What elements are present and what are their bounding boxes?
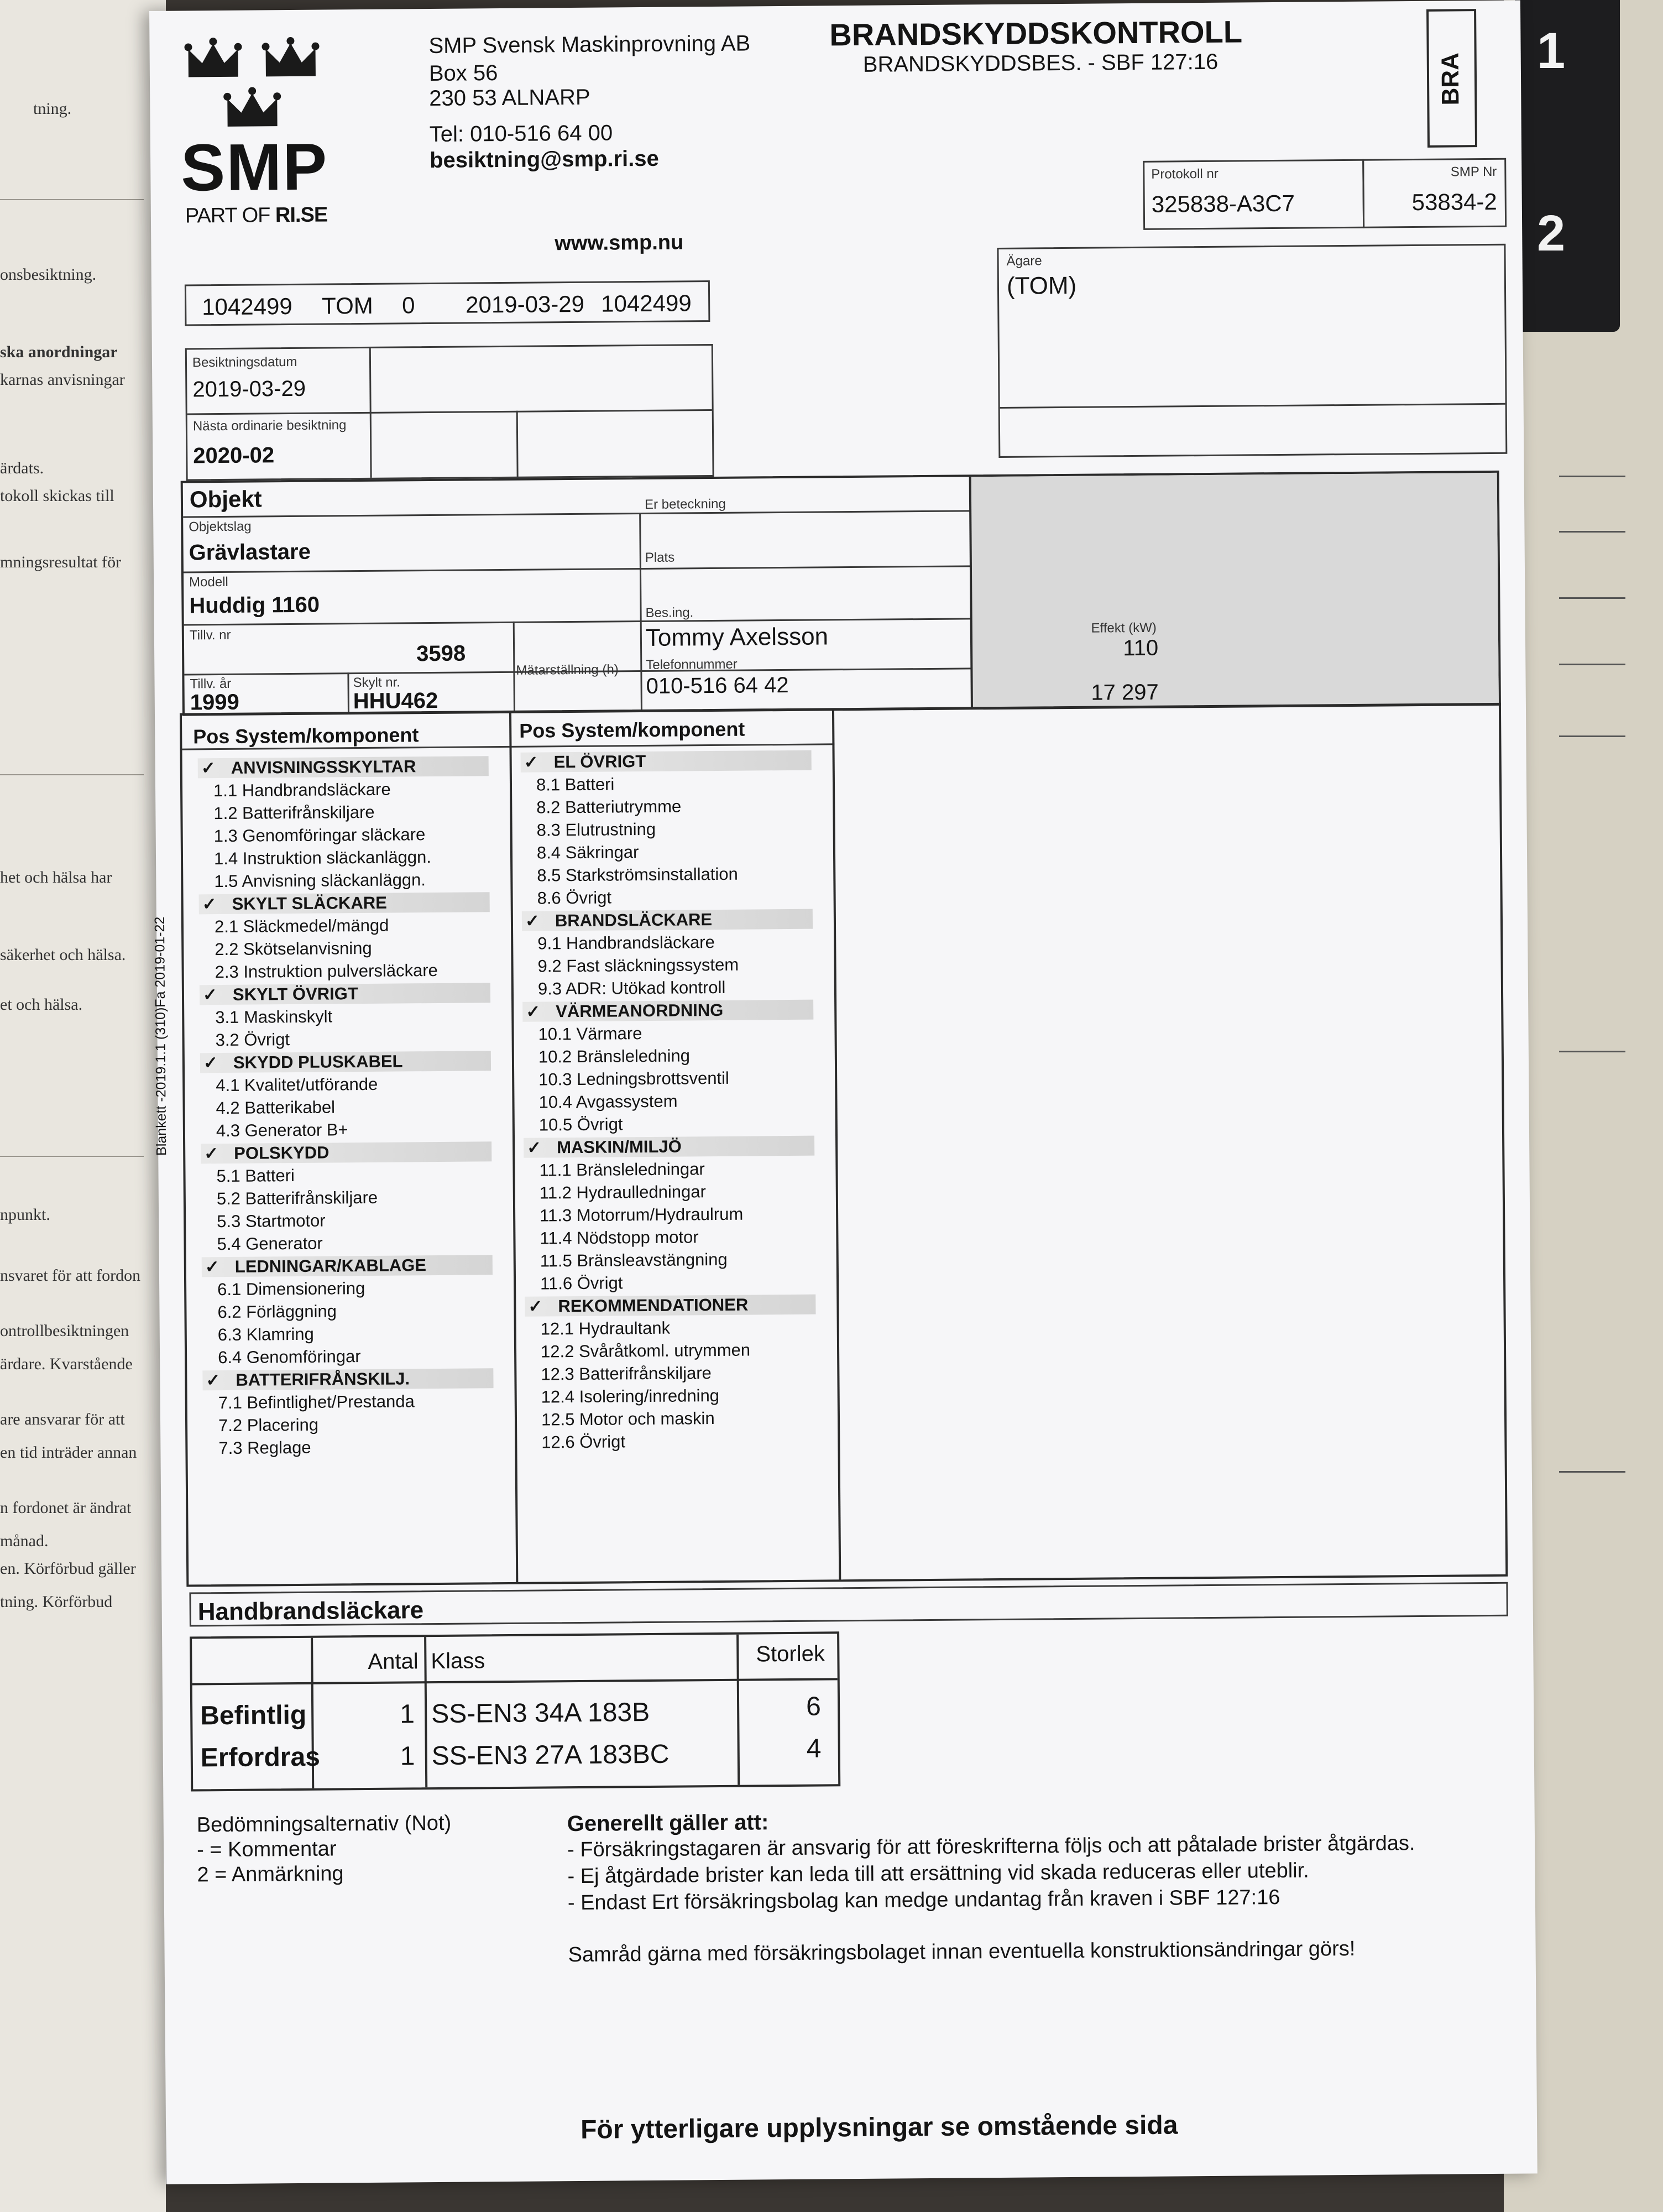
company-name: SMP Svensk Maskinprovning AB — [428, 31, 751, 59]
index-tabs — [1515, 0, 1620, 332]
inspection-form — [149, 1, 1538, 2184]
legend-title: Bedömningsalternativ (Not) — [196, 1811, 452, 1837]
checklist-item: 8.5 Starkströmsinstallation — [537, 864, 738, 885]
checklist-section-header — [199, 892, 490, 914]
owner-divider — [1000, 403, 1505, 409]
book-rule — [0, 774, 144, 775]
checklist-item: 10.4 Avgassystem — [538, 1091, 678, 1112]
book-text: et och hälsa. — [0, 995, 83, 1014]
checkmark-icon: ✓ — [206, 1370, 221, 1390]
col-klass: Klass — [431, 1648, 485, 1674]
object-col-line — [513, 622, 515, 713]
extinguisher-col-line — [424, 1637, 427, 1787]
reference-code: TOM — [322, 292, 373, 319]
checklist-item: 8.3 Elutrustning — [536, 819, 656, 840]
checkmark-icon: ✓ — [526, 1001, 541, 1021]
checklist-item: 5.3 Startmotor — [217, 1211, 326, 1232]
checkmark-icon: ✓ — [527, 1138, 542, 1157]
checklist-section-label: EL ÖVRIGT — [553, 751, 646, 772]
inspection-date-label: Besiktningsdatum — [192, 354, 297, 371]
checklist-item: 11.3 Motorrum/Hydraulrum — [539, 1204, 744, 1225]
checkmark-icon: ✓ — [525, 911, 540, 931]
object-col-line — [639, 513, 642, 712]
checklist-item: 1.3 Genomföringar släckare — [213, 825, 426, 846]
checklist-item: 11.6 Övrigt — [540, 1273, 623, 1293]
book-text: mningsresultat för — [0, 553, 122, 571]
book-rule — [0, 199, 144, 200]
checklist-item: 12.5 Motor och maskin — [541, 1408, 715, 1430]
side-tab-label: BRA — [1436, 53, 1465, 106]
paper-edge — [1559, 735, 1625, 737]
protocol-number-box — [1143, 159, 1364, 230]
checkmark-icon: ✓ — [524, 752, 538, 772]
checklist-item: 8.6 Övrigt — [537, 888, 612, 908]
col-storlek: Storlek — [756, 1641, 825, 1667]
row-antal-required: 1 — [400, 1741, 415, 1771]
checklist-item: 7.2 Placering — [218, 1415, 319, 1436]
checklist-item: 9.1 Handbrandsläckare — [537, 932, 715, 953]
row-storlek-required: 4 — [806, 1734, 822, 1764]
index-tab-2: 2 — [1537, 205, 1566, 262]
owner-value: (TOM) — [1006, 272, 1077, 300]
checklist-section-header — [200, 983, 490, 1005]
book-text: säkerhet och hälsa. — [0, 946, 126, 964]
extinguisher-col-line — [736, 1635, 740, 1785]
paper-edge — [1559, 597, 1625, 599]
object-shaded-area — [971, 473, 1499, 707]
model-value: Huddig 1160 — [189, 592, 320, 618]
form-version-note: Blankett -2019.1.1 (310)Fa 2019-01-22 — [151, 916, 170, 1156]
checklist-section-header — [201, 1141, 491, 1164]
row-label-required: Erfordras — [200, 1742, 321, 1773]
checkmark-icon: ✓ — [528, 1296, 543, 1316]
checklist-section — [180, 703, 1508, 1587]
next-inspection-label: Nästa ordinarie besiktning — [192, 418, 347, 434]
checklist-section-label: MASKIN/MILJÖ — [557, 1136, 682, 1157]
checklist-right-column — [521, 750, 828, 1452]
checklist-item: 1.5 Anvisning släckanläggn. — [214, 870, 426, 891]
protocol-number-value: 325838-A3C7 — [1151, 190, 1295, 217]
checkmark-icon: ✓ — [205, 1257, 219, 1277]
checklist-item: 7.3 Reglage — [218, 1437, 311, 1458]
row-storlek-existing: 6 — [806, 1692, 822, 1721]
general-line-3: - Endast Ert försäkringsbolag kan medge undantag från kraven i SBF 127:16 — [567, 1886, 1280, 1915]
checklist-item: 3.2 Övrigt — [215, 1030, 290, 1050]
paper-edge — [1559, 531, 1625, 533]
reference-zero: 0 — [402, 292, 415, 319]
object-col-line — [347, 672, 349, 714]
checkmark-icon: ✓ — [201, 758, 216, 778]
book-text: ontrollbesiktningen — [0, 1322, 129, 1340]
checklist-item: 11.2 Hydraulledningar — [539, 1182, 706, 1203]
inspection-date-value: 2019-03-29 — [192, 376, 306, 402]
next-inspection-value: 2020-02 — [193, 443, 275, 468]
checklist-item: 10.1 Värmare — [538, 1024, 642, 1044]
designation-label: Er beteckning — [644, 496, 726, 512]
checklist-header-right: Pos System/komponent — [519, 717, 745, 742]
checklist-item: 11.5 Bränsleavstängning — [540, 1249, 728, 1271]
book-text: n fordonet är ändrat — [0, 1499, 132, 1517]
object-row-line — [184, 618, 972, 625]
checklist-section-header — [202, 1368, 493, 1390]
checklist-col-line — [832, 710, 841, 1581]
dates-divider — [187, 409, 712, 415]
object-section — [181, 471, 1501, 716]
legend-line-2: 2 = Anmärkning — [197, 1862, 344, 1887]
checklist-item: 7.1 Befintlighet/Prestanda — [218, 1391, 415, 1413]
model-label: Modell — [189, 574, 228, 590]
reference-line — [185, 280, 710, 326]
checklist-section-label: SKYLT ÖVRIGT — [232, 984, 358, 1004]
book-text: ärdats. — [0, 459, 44, 477]
checklist-section-label: VÄRMEANORDNING — [556, 1000, 724, 1021]
phone-label: Telefonnummer — [646, 656, 738, 672]
company-phone: Tel: 010-516 64 00 — [429, 121, 613, 147]
checkmark-icon: ✓ — [204, 1144, 219, 1164]
general-line-2: - Ej åtgärdade brister kan leda till att ersättning vid skada reduceras eller uteblir. — [567, 1859, 1309, 1888]
checklist-item: 2.2 Skötselanvisning — [215, 938, 372, 959]
extinguisher-heading: Handbrandsläckare — [197, 1597, 424, 1626]
book-rule — [0, 1156, 144, 1157]
legend-line-1: - = Kommentar — [196, 1837, 337, 1862]
object-heading: Objekt — [189, 486, 262, 513]
checklist-section-header — [521, 750, 812, 773]
book-text: tning. — [33, 100, 72, 118]
power-label: Effekt (kW) — [1091, 620, 1157, 636]
object-row-line — [183, 510, 971, 518]
serial-number-value: 3598 — [416, 641, 466, 666]
smp-number-label: SMP Nr — [1450, 164, 1497, 180]
checklist-section-header — [522, 1000, 813, 1022]
checklist-item: 8.1 Batteri — [536, 774, 615, 795]
company-address-1: Box 56 — [428, 61, 498, 86]
extinguisher-header-line — [192, 1678, 838, 1685]
logo-text: SMP — [180, 129, 328, 205]
dates-vdivider-2 — [516, 411, 519, 480]
general-line-4: Samråd gärna med försäkringsbolaget innan eventuella konstruktionsändringar görs! — [568, 1937, 1356, 1967]
row-klass-existing: SS-EN3 34A 183B — [431, 1697, 650, 1729]
extinguisher-table — [190, 1631, 840, 1791]
plate-value: HHU462 — [353, 688, 438, 714]
checklist-item: 10.2 Bränsleledning — [538, 1046, 691, 1067]
reference-number: 1042499 — [202, 293, 292, 320]
checklist-col-line — [509, 713, 518, 1584]
checklist-section-header — [200, 1051, 491, 1073]
checklist-section-header — [522, 909, 813, 931]
checklist-item: 4.3 Generator B+ — [216, 1120, 348, 1141]
checkmark-icon: ✓ — [202, 985, 218, 1005]
logo-subtitle: PART OF RI.SE — [185, 203, 328, 228]
checklist-section-header — [202, 1255, 493, 1277]
row-label-existing: Befintlig — [200, 1700, 307, 1731]
checklist-item: 12.6 Övrigt — [541, 1432, 626, 1452]
checklist-item: 6.1 Dimensionering — [217, 1279, 365, 1300]
checkmark-icon: ✓ — [203, 1053, 218, 1073]
owner-label: Ägare — [1006, 253, 1042, 269]
checklist-section-label: SKYDD PLUSKABEL — [233, 1051, 403, 1072]
phone-value: 010-516 64 42 — [646, 672, 789, 698]
checklist-header-left: Pos System/komponent — [193, 723, 419, 748]
book-text: nsvaret för att fordon — [0, 1266, 141, 1285]
extinguisher-heading-bar — [189, 1582, 1508, 1627]
checklist-item: 11.1 Bränsleledningar — [539, 1159, 705, 1180]
checklist-section-header — [524, 1136, 814, 1158]
checklist-section-label: BATTERIFRÅNSKILJ. — [236, 1369, 410, 1390]
checklist-section-header — [525, 1295, 815, 1317]
book-text: en tid inträder annan — [0, 1443, 137, 1462]
object-row-line — [184, 565, 971, 573]
paper-edge — [1559, 664, 1625, 665]
row-klass-required: SS-EN3 27A 183BC — [431, 1739, 670, 1771]
dates-box — [185, 344, 714, 481]
side-tab-box — [1426, 9, 1477, 148]
general-title: Generellt gäller att: — [567, 1810, 769, 1837]
object-type-value: Grävlastare — [189, 539, 311, 565]
company-email: besiktning@smp.ri.se — [429, 146, 659, 173]
checklist-section-label: BRANDSLÄCKARE — [555, 910, 713, 931]
reference-date: 2019-03-29 — [466, 290, 585, 318]
meter-reading-label: Mätarställning (h) — [516, 662, 619, 678]
protocol-number-label: Protokoll nr — [1151, 166, 1219, 182]
index-tab-1: 1 — [1537, 23, 1566, 79]
book-text: het och hälsa har — [0, 868, 112, 886]
checklist-item: 1.4 Instruktion släckanläggn. — [213, 847, 432, 869]
object-type-label: Objektslag — [189, 519, 252, 535]
background-book-page — [0, 0, 166, 2212]
checklist-item: 3.1 Maskinskylt — [215, 1006, 333, 1027]
book-text: ärdare. Kvarstående — [0, 1355, 133, 1373]
checklist-item: 6.3 Klamring — [217, 1324, 314, 1345]
checklist-item: 5.1 Batteri — [216, 1166, 295, 1186]
form-title: BRANDSKYDDSKONTROLL — [829, 14, 1243, 53]
paper-edge — [1559, 1051, 1625, 1052]
book-text: onsbesiktning. — [0, 265, 97, 284]
book-text: månad. — [0, 1532, 49, 1550]
checklist-item: 2.3 Instruktion pulversläckare — [215, 960, 438, 982]
checklist-item: 1.1 Handbrandsläckare — [213, 779, 391, 801]
checklist-item: 8.4 Säkringar — [536, 842, 639, 863]
checklist-item: 6.2 Förläggning — [217, 1301, 337, 1322]
checklist-section-label: REKOMMENDATIONER — [558, 1295, 749, 1316]
book-text: karnas anvisningar — [0, 371, 125, 389]
inspector-label: Bes.ing. — [645, 605, 694, 620]
checklist-item: 5.4 Generator — [217, 1233, 323, 1254]
row-antal-existing: 1 — [399, 1699, 415, 1729]
book-text: tning. Körförbud — [0, 1593, 113, 1611]
book-text: en. Körförbud gäller — [0, 1559, 136, 1578]
checkmark-icon: ✓ — [202, 894, 217, 914]
checklist-item: 6.4 Genomföringar — [217, 1347, 361, 1368]
crowns-logo-icon — [182, 32, 349, 143]
checklist-item: 9.3 ADR: Utökad kontroll — [537, 977, 726, 999]
checklist-section-label: LEDNINGAR/KABLAGE — [234, 1255, 427, 1276]
checklist-item: 4.1 Kvalitet/utförande — [216, 1074, 378, 1095]
checklist-section-label: ANVISNINGSSKYLTAR — [231, 757, 416, 778]
footer-note: För ytterligare upplysningar se omstående sida — [580, 2110, 1178, 2145]
checklist-item: 5.2 Batterifrånskiljare — [216, 1187, 378, 1209]
checklist-section-label: SKYLT SLÄCKARE — [232, 893, 387, 914]
checklist-item: 12.1 Hydraultank — [540, 1318, 671, 1339]
checklist-item: 10.3 Ledningsbrottsventil — [538, 1068, 730, 1089]
serial-number-label: Tillv. nr — [189, 627, 231, 643]
paper-edge — [1559, 476, 1625, 477]
book-text: are ansvarar för att — [0, 1410, 125, 1428]
power-value: 110 — [1123, 635, 1159, 661]
manufacture-year-value: 1999 — [190, 690, 239, 715]
general-line-1: - Försäkringstagaren är ansvarig för att föreskrifterna följs och att påtalade brister åtgärdas. — [567, 1832, 1415, 1862]
book-text: npunkt. — [0, 1206, 50, 1224]
checklist-item: 9.2 Fast släckningssystem — [537, 954, 739, 976]
checklist-item: 12.3 Batterifrånskiljare — [541, 1363, 712, 1384]
book-text: tokoll skickas till — [0, 487, 114, 505]
col-antal: Antal — [368, 1649, 419, 1674]
form-subtitle: BRANDSKYDDSBES. - SBF 127:16 — [862, 49, 1219, 77]
paper-edge — [1559, 1471, 1625, 1473]
checklist-item: 10.5 Övrigt — [538, 1114, 623, 1135]
checklist-item: 12.4 Isolering/inredning — [541, 1385, 720, 1407]
checklist-item: 4.2 Batterikabel — [216, 1097, 336, 1118]
checklist-item: 1.2 Batterifrånskiljare — [213, 802, 375, 823]
checklist-item: 8.2 Batteriutrymme — [536, 796, 682, 817]
book-text: ska anordningar — [0, 343, 118, 361]
plate-label: Skylt nr. — [353, 675, 401, 691]
checklist-section-header — [198, 756, 489, 778]
smp-number-value: 53834-2 — [1411, 188, 1497, 216]
checklist-item: 2.1 Släckmedel/mängd — [214, 915, 389, 937]
location-label: Plats — [645, 550, 675, 565]
manufacture-year-label: Tillv. år — [190, 676, 232, 692]
checklist-left-column — [198, 756, 505, 1458]
meter-reading-value: 17 297 — [1091, 680, 1159, 705]
inspector-value: Tommy Axelsson — [645, 623, 829, 651]
reference-number-2: 1042499 — [600, 290, 692, 317]
checklist-item: 11.4 Nödstopp motor — [540, 1227, 699, 1248]
owner-box — [997, 244, 1507, 458]
company-address-2: 230 53 ALNARP — [429, 85, 590, 111]
company-website: www.smp.nu — [555, 231, 684, 255]
checklist-section-label: POLSKYDD — [234, 1142, 330, 1163]
smp-number-box — [1362, 158, 1507, 228]
checklist-item: 12.2 Svåråtkoml. utrymmen — [540, 1340, 751, 1361]
